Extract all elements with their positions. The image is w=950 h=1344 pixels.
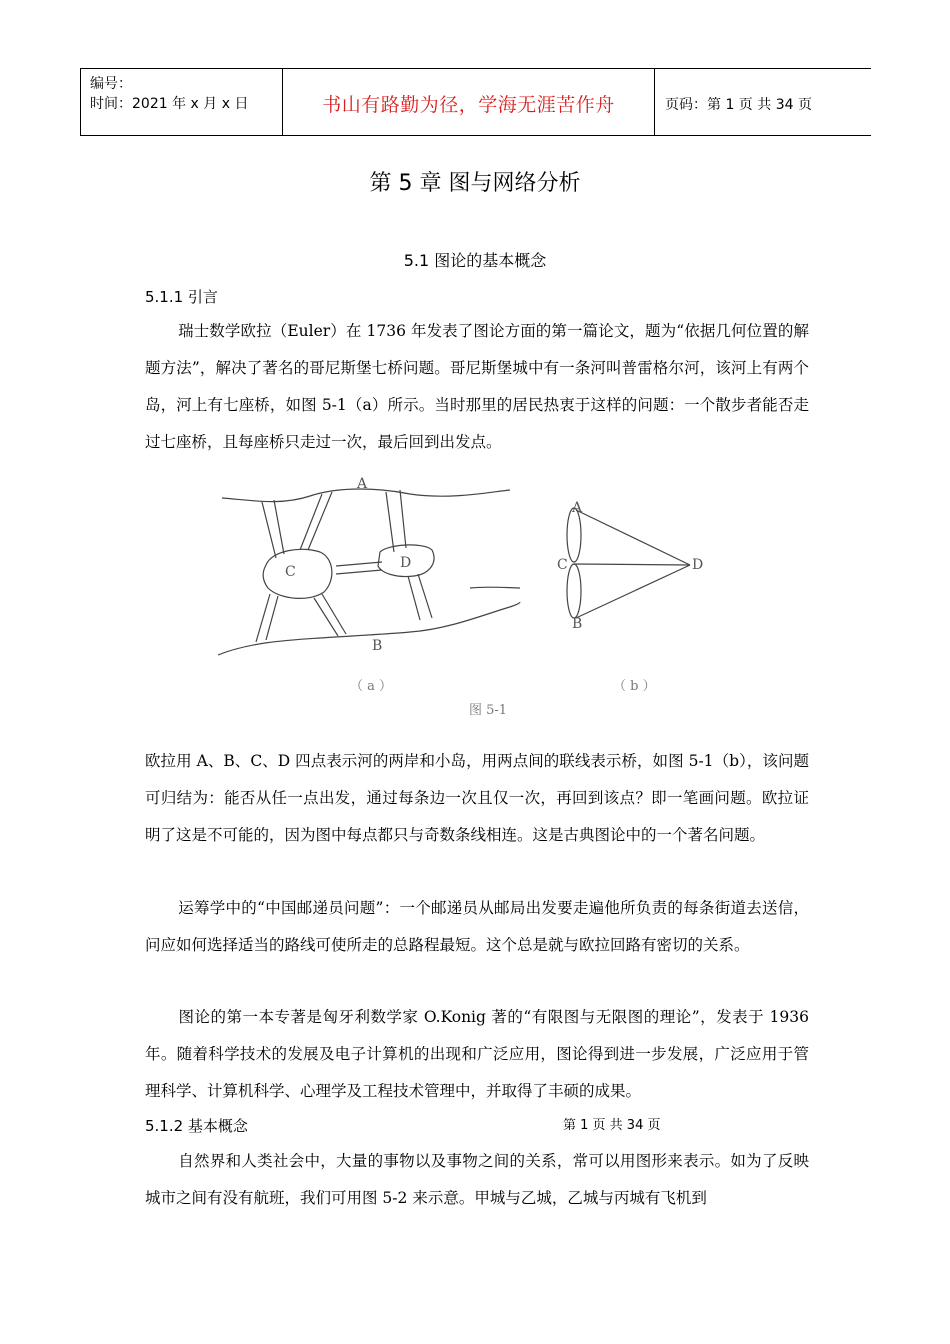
subcaption-a: （ a ）	[350, 679, 393, 694]
edge-ad	[576, 510, 690, 565]
paragraph-postman	[145, 890, 809, 964]
header-page-cell	[655, 69, 871, 135]
paragraph-intro	[145, 313, 809, 461]
south-bank	[218, 602, 520, 655]
page-footer: 第 1 页 共 34 页	[563, 1118, 661, 1133]
label-c: C	[285, 564, 296, 580]
island-c	[263, 549, 332, 598]
edge-cb-left	[567, 564, 581, 618]
paragraph-konig	[145, 999, 809, 1110]
subsection-basic-heading: 5.1.2 基本概念	[145, 1117, 248, 1135]
time-label: 时间：2021 年 x 月 x 日	[90, 96, 249, 112]
paragraph-euler: 欧拉用 A、B、C、D 四点表示河的两岸和小岛，用两点间的联线表示桥，如图 5-1（b），该问题可归结为：能否从任一点出发，通过每条边一次且仅一次，再回到该点？即一笔画问题。欧拉证明了这是不可能的，因为图中每点都只与奇数条线相连。这是古典图论中的一个著名问题。	[145, 752, 809, 844]
figure-5-1-drawing	[210, 470, 730, 725]
paragraph-konig-text: 图论的第一本专著是匈牙利数学家 O.Konig 著的“有限图与无限图的理论”，发表于 1936 年。随着科学技术的发展及电子计算机的出现和广泛应用，图论得到进一步发展，广泛应用于管理科学、计算机科学、心理学及工程技术管理中，并取得了丰硕的成果。	[145, 1008, 809, 1100]
paragraph-nature	[145, 1143, 809, 1217]
edge-bd	[576, 565, 690, 618]
figure-caption: 图 5-1	[469, 703, 508, 718]
edge-ac-left	[567, 508, 581, 562]
header-table	[80, 68, 871, 136]
motto: 书山有路勤为径，学海无涯苦作舟	[322, 94, 615, 116]
label-a: A	[357, 476, 368, 492]
chapter-title: 第 5 章 图与网络分析	[369, 171, 581, 196]
page-code: 页码：第 1 页 共 34 页	[665, 97, 812, 113]
graph-node-b: B	[572, 616, 583, 632]
edge-cd	[574, 564, 690, 565]
graph-node-d: D	[692, 557, 704, 573]
paragraph-intro-text: 瑞士数学欧拉（Euler）在 1736 年发表了图论方面的第一篇论文，题为“依据几何位置的解题方法”，解决了著名的哥尼斯堡七桥问题。哥尼斯堡城中有一条河叫普雷格尔河，该河上有两个岛，河上有七座桥，如图 5-1（a）所示。当时那里的居民热衷于这样的问题：一个散步者能否走过七座桥，且每座桥只走过一次，最后回到出发点。	[145, 322, 809, 451]
serial-label: 编号：	[90, 76, 132, 92]
header-motto-cell	[283, 69, 655, 135]
graph-node-a: A	[572, 500, 583, 516]
section-title: 5.1 图论的基本概念	[403, 251, 547, 270]
paragraph-postman-text: 运筹学中的“中国邮递员问题”：一个邮递员从邮局出发要走遍他所负责的每条街道去送信，问应如何选择适当的路线可使所走的总路程最短。这个总是就与欧拉回路有密切的关系。	[145, 899, 809, 954]
river-end	[470, 587, 520, 588]
figure-5-1	[210, 470, 730, 725]
header-info-cell	[81, 69, 283, 135]
subsection-intro-heading: 5.1.1 引言	[145, 288, 218, 306]
paragraph-nature-text: 自然界和人类社会中，大量的事物以及事物之间的关系，常可以用图形来表示。如为了反映城市之间有没有航班，我们可用图 5-2 来示意。甲城与乙城，乙城与丙城有飞机到	[145, 1152, 809, 1207]
label-d: D	[400, 555, 412, 571]
subcaption-b: （ b ）	[613, 679, 656, 694]
label-b: B	[372, 638, 383, 654]
graph-node-c: C	[557, 557, 568, 573]
